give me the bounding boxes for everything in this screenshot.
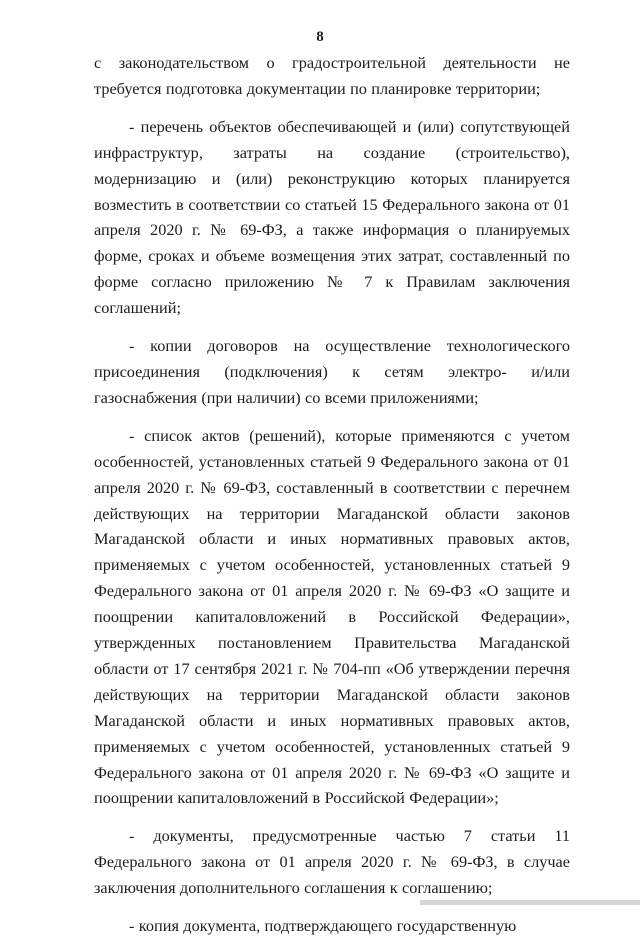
paragraph-copy-document: - копия документа, подтверждающего государственную <box>129 916 517 936</box>
document-body <box>94 50 570 939</box>
paragraph-continuation: с законодательством о градостроительной деятельности не требуется подготовка документации по планировке территории; <box>94 53 570 98</box>
page-number: 8 <box>316 29 324 45</box>
scan-edge-line <box>420 900 640 905</box>
paragraph-documents: - документы, предусмотренные частью 7 статьи 11 Федерального закона от 01 апреля 2020 г. № 69-ФЗ, в случае заключения дополнительного соглашения к соглашению; <box>94 826 570 898</box>
paragraph-connection-contracts: - копии договоров на осуществление технологического присоединения (подключения) к сетям электро- и/или газоснабжения (при наличии) со всеми приложениями; <box>94 336 570 407</box>
paragraph-acts-list: - список актов (решений), которые применяются с учетом особенностей, установленных статьей 9 Федерального закона от 01 апреля 2020 г. № 69-ФЗ, составленный в соответствии с перечнем действующих на территории Магаданской области законов Магаданской области и иных нормативных правовых актов, применяемых с учетом особенностей, установленных статьей 9 Федерального закона от 01 апреля 2020 г. № 69-ФЗ «О защите и поощрении капиталовложений в Российской Федерации», утвержденных постановлением Правительства Магаданской области от 17 сентября 2021 г. № 704-пп «Об утверждении перечня действующих на территории Магаданской области законов Магаданской области и иных нормативных правовых актов, применяемых с учетом особенностей, установленных статьей 9 Федерального закона от 01 апреля 2020 г. № 69-ФЗ «О защите и поощрении капиталовложений в Российской Федерации»; <box>94 425 570 808</box>
paragraph-infrastructure-list: - перечень объектов обеспечивающей и (или) сопутствующей инфраструктур, затраты на создание (строительство), модернизацию и (или) реконструкцию которых планируется возместить в соответствии со статьей 15 Федерального закона от 01 апреля 2020 г. № 69-ФЗ, а также информация о планируемых форме, сроках и объеме возмещения этих затрат, составленный по форме согласно приложению № 7 к Правилам заключения соглашений; <box>94 116 570 318</box>
